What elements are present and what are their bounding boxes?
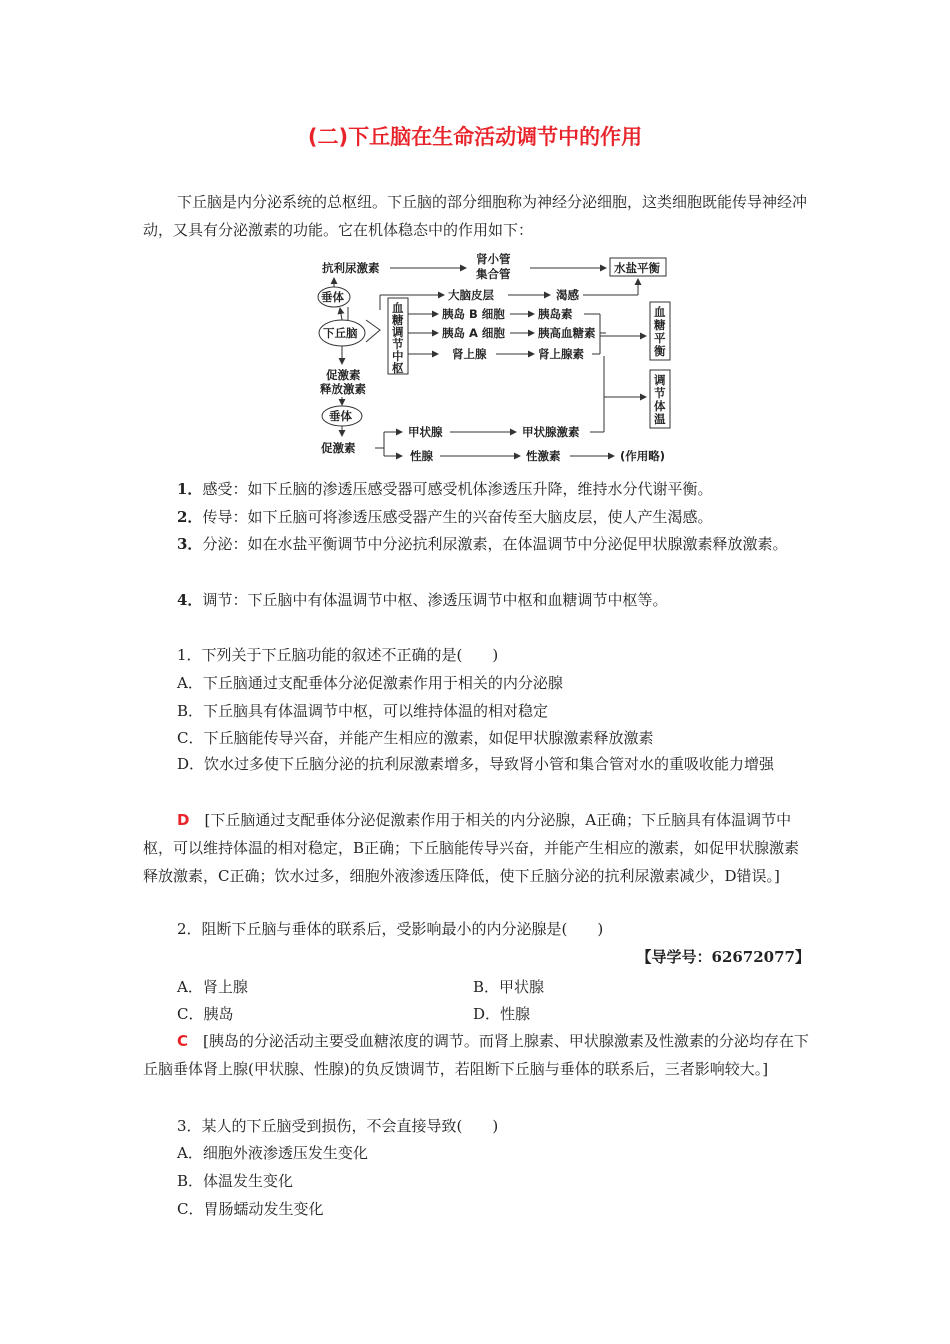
center-char: 节 — [392, 337, 404, 351]
thirst-label: 渴感 — [556, 288, 579, 302]
q2-option-d: D．性腺 — [473, 1005, 531, 1023]
balance-char: 血 — [654, 305, 666, 319]
balance-char: 糖 — [654, 318, 666, 332]
hypothalamus-label: 下丘脑 — [323, 326, 358, 340]
point-1: 1．感受：如下丘脑的渗透压感受器可感受机体渗透压升降，维持水分代谢平衡。 — [177, 480, 713, 498]
sex-hormone-label: 性激素 — [526, 449, 561, 463]
center-char: 血 — [392, 301, 404, 315]
q1-answer: D — [177, 811, 190, 829]
center-char: 中 — [392, 349, 404, 363]
adrenal-label: 肾上腺 — [452, 347, 487, 361]
q1-option-a: A．下丘脑通过支配垂体分泌促激素作用于相关的内分泌腺 — [177, 674, 563, 692]
q2-ref: 【导学号：62672077】 — [636, 948, 810, 966]
q1-option-d: D．饮水过多使下丘脑分泌的抗利尿激素增多，导致肾小管和集合管对水的重吸收能力增强 — [177, 755, 775, 773]
pituitary2-label: 垂体 — [329, 409, 352, 423]
q1-option-b: B．下丘脑具有体温调节中枢，可以维持体温的相对稳定 — [177, 702, 549, 720]
q2-stem: 2．阻断下丘脑与垂体的联系后，受影响最小的内分泌腺是( ) — [177, 920, 604, 938]
gonad-label: 性腺 — [410, 449, 433, 463]
islet-a-label: 胰岛 A 细胞 — [442, 326, 505, 340]
adh-label: 抗利尿激素 — [322, 261, 380, 275]
q2-option-a: A．肾上腺 — [177, 978, 248, 996]
water-balance-label: 水盐平衡 — [614, 261, 660, 275]
balance-char: 平 — [654, 331, 666, 345]
balance-char: 衡 — [654, 344, 666, 358]
duct-label: 集合管 — [476, 267, 511, 281]
effect-label: (作用略) — [620, 449, 666, 463]
q2-explanation: C [胰岛的分泌活动主要受血糖浓度的调节。而肾上腺素、甲状腺激素及性激素的分泌均存在下丘脑垂体肾上腺(甲状腺、性腺)的负反馈调节，若阻断下丘脑与垂体的联系后，三者影响较大。] — [143, 1032, 809, 1078]
q1-option-c: C．下丘脑能传导兴奋，并能产生相应的激素，如促甲状腺激素释放激素 — [177, 729, 654, 747]
q3-option-b: B．体温发生变化 — [177, 1172, 294, 1190]
temp-char: 节 — [654, 386, 666, 400]
q2-answer: C — [177, 1032, 189, 1050]
temp-char: 体 — [654, 399, 666, 413]
tubule-label: 肾小管 — [476, 252, 511, 266]
insulin-label: 胰岛素 — [538, 307, 573, 321]
releasing-label-2: 释放激素 — [320, 382, 366, 396]
center-char: 糖 — [392, 313, 404, 327]
releasing-label-1: 促激素 — [326, 368, 361, 382]
thyroid-label: 甲状腺 — [408, 425, 443, 439]
q1-explanation: D [下丘脑通过支配垂体分泌促激素作用于相关的内分泌腺，A正确；下丘脑具有体温调节中枢，可以维持体温的相对稳定，B正确；下丘脑能传导兴奋，并能产生相应的激素，如促甲状腺激素释放激素，C正确；饮水过多，细胞外液渗透压降低，使下丘脑分泌的抗利尿激素减少，D错误。] — [143, 811, 800, 885]
tropic-label: 促激素 — [321, 441, 356, 455]
point-2: 2．传导：如下丘脑可将渗透压感受器产生的兴奋传至大脑皮层，使人产生渴感。 — [177, 508, 713, 526]
q2-option-c: C．胰岛 — [177, 1005, 234, 1023]
glucagon-label: 胰高血糖素 — [538, 326, 596, 340]
section-title: (二)下丘脑在生命活动调节中的作用 — [307, 125, 643, 149]
cortex-label: 大脑皮层 — [448, 288, 494, 302]
thyroxine-label: 甲状腺激素 — [522, 425, 580, 439]
q1-stem: 1．下列关于下丘脑功能的叙述不正确的是( ) — [177, 646, 499, 664]
q3-option-a: A．细胞外液渗透压发生变化 — [177, 1144, 368, 1162]
q3-option-c: C．胃肠蠕动发生变化 — [177, 1200, 324, 1218]
center-char: 枢 — [392, 361, 404, 375]
adrenaline-label: 肾上腺素 — [538, 347, 584, 361]
intro-paragraph: 下丘脑是内分泌系统的总枢纽。下丘脑的部分细胞称为神经分泌细胞，这类细胞既能传导神经冲动，又具有分泌激素的功能。它在机体稳态中的作用如下： — [143, 193, 808, 239]
temp-char: 温 — [654, 412, 666, 426]
islet-b-label: 胰岛 B 细胞 — [442, 307, 505, 321]
q3-stem: 3．某人的下丘脑受到损伤，不会直接导致( ) — [177, 1117, 499, 1135]
hypothalamus-regulation-diagram — [0, 0, 950, 470]
q2-option-b: B．甲状腺 — [473, 978, 545, 996]
pituitary-label: 垂体 — [321, 290, 344, 304]
point-4: 4．调节：下丘脑中有体温调节中枢、渗透压调节中枢和血糖调节中枢等。 — [177, 591, 668, 609]
temp-char: 调 — [654, 373, 666, 387]
center-char: 调 — [392, 325, 404, 339]
point-3: 3．分泌：如在水盐平衡调节中分泌抗利尿激素，在体温调节中分泌促甲状腺激素释放激素。 — [177, 535, 788, 553]
